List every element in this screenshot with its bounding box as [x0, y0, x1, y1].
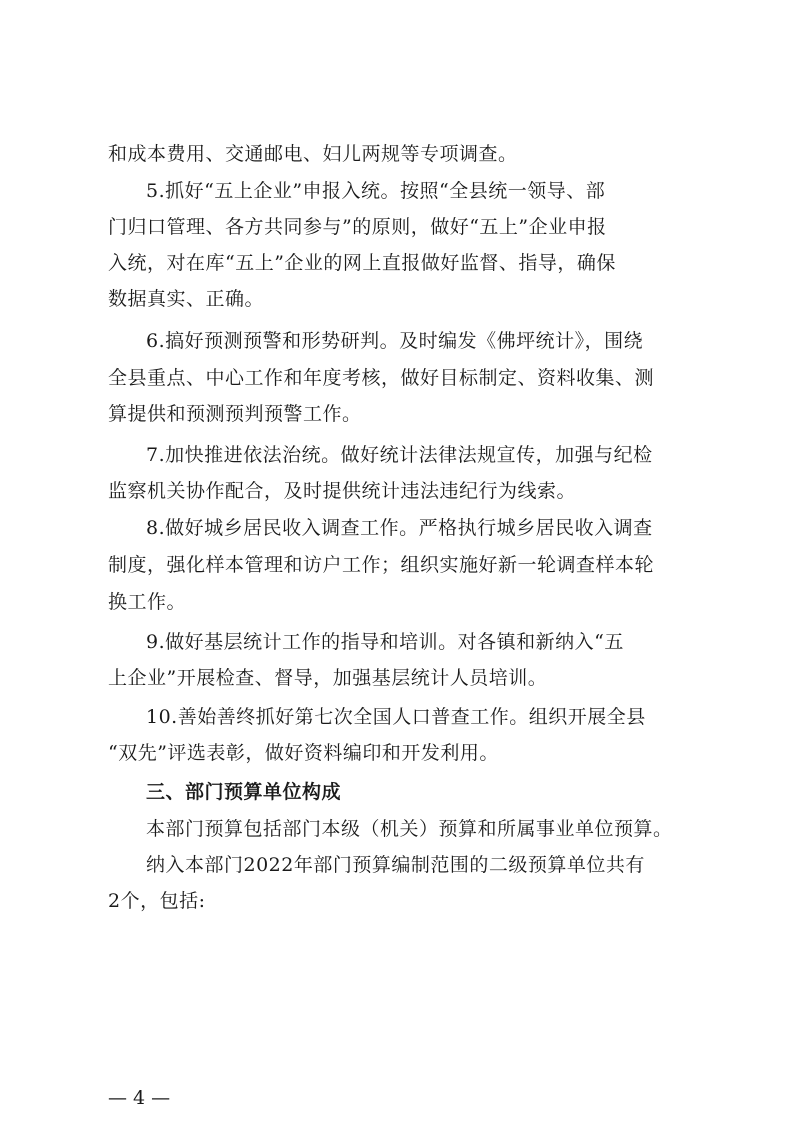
- paragraph-line: 10.善始善终抓好第七次全国人口普查工作。组织开展全县: [146, 706, 646, 728]
- paragraph-line: 本部门预算包括部门本级（机关）预算和所属事业单位预算。: [146, 818, 673, 840]
- paragraph-line: 和成本费用、交通邮电、妇儿两规等专项调查。: [108, 143, 518, 165]
- paragraph-line: 8.做好城乡居民收入调查工作。严格执行城乡居民收入调查: [146, 517, 653, 539]
- paragraph-line: 2个，包括:: [108, 890, 206, 912]
- paragraph-line: 数据真实、正确。: [108, 288, 265, 310]
- paragraph-line: 入统，对在库“五上”企业的网上直报做好监督、指导，确保: [108, 252, 616, 274]
- paragraph-line: 算提供和预测预判预警工作。: [108, 403, 362, 425]
- paragraph-line: 全县重点、中心工作和年度考核，做好目标制定、资料收集、测: [108, 367, 655, 389]
- paragraph-line: 换工作。: [108, 591, 187, 613]
- paragraph-line: 纳入本部门2022年部门预算编制范围的二级预算单位共有: [146, 854, 645, 876]
- paragraph-line: “双先”评选表彰，做好资料编印和开发利用。: [108, 742, 499, 764]
- paragraph-line: 制度，强化样本管理和访户工作；组织实施好新一轮调查样本轮: [108, 554, 655, 576]
- section-heading: 三、部门预算单位构成: [146, 781, 342, 803]
- paragraph-line: 6.搞好预测预警和形势研判。及时编发《佛坪统计》，围绕: [146, 330, 644, 352]
- paragraph-line: 上企业”开展检查、督导，加强基层统计人员培训。: [108, 667, 548, 689]
- page-number: — 4 —: [108, 1087, 171, 1109]
- paragraph-line: 监察机关协作配合，及时提供统计违法违纪行为线索。: [108, 480, 577, 502]
- paragraph-line: 门归口管理、各方共同参与”的原则，做好“五上”企业申报: [108, 216, 607, 238]
- paragraph-line: 5.抓好“五上企业”申报入统。按照“全县统一领导、部: [146, 180, 606, 202]
- paragraph-line: 9.做好基层统计工作的指导和培训。对各镇和新纳入“五: [146, 631, 624, 653]
- paragraph-line: 7.加快推进依法治统。做好统计法律法规宣传，加强与纪检: [146, 444, 653, 466]
